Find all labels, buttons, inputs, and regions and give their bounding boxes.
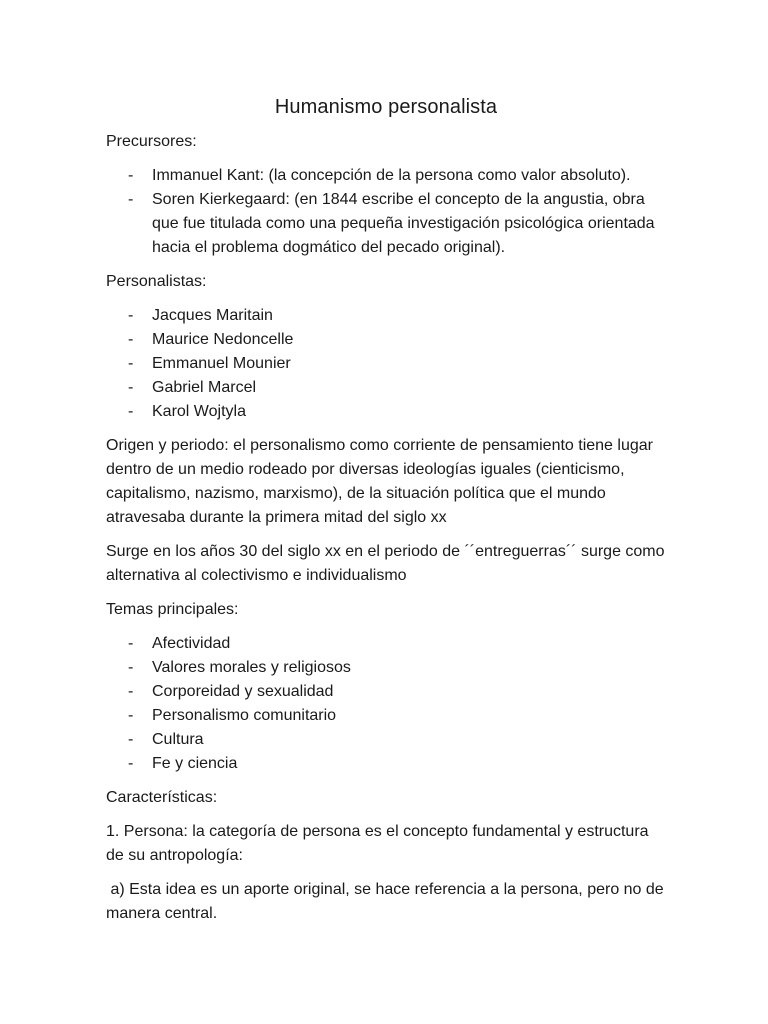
list-dash: - <box>128 379 134 396</box>
list-item <box>106 656 666 680</box>
list-item <box>106 704 666 728</box>
list-item-text: Cultura <box>152 731 204 748</box>
surge-paragraph: Surge en los años 30 del siglo xx en el periodo de ´´entreguerras´´ surge como alternativa al colectivismo e individualismo <box>106 543 665 584</box>
list-dash: - <box>128 403 134 420</box>
list-item <box>106 728 666 752</box>
temas-label: Temas principales: <box>106 601 239 618</box>
list-item <box>106 188 666 260</box>
list-item <box>106 328 666 352</box>
list-dash: - <box>128 635 134 652</box>
caracteristicas-label: Características: <box>106 789 218 806</box>
list-dash: - <box>128 191 134 208</box>
list-item-text: Emmanuel Mounier <box>152 355 291 372</box>
list-dash: - <box>128 307 134 324</box>
temas-list <box>106 632 666 776</box>
list-dash: - <box>128 331 134 348</box>
list-item-text: Jacques Maritain <box>152 307 273 324</box>
list-item-text: Afectividad <box>152 635 231 652</box>
list-dash: - <box>128 659 134 676</box>
list-dash: - <box>128 167 134 184</box>
list-item-text: Fe y ciencia <box>152 755 238 772</box>
list-dash: - <box>128 683 134 700</box>
list-item-text: Personalismo comunitario <box>152 707 337 724</box>
list-item-text: Maurice Nedoncelle <box>152 331 294 348</box>
list-item <box>106 352 666 376</box>
list-item-text: Immanuel Kant: (la concepción de la persona como valor absoluto). <box>152 167 631 184</box>
precursores-list <box>106 164 666 260</box>
list-dash: - <box>128 355 134 372</box>
list-item-text: Gabriel Marcel <box>152 379 257 396</box>
list-item-text: Corporeidad y sexualidad <box>152 683 334 700</box>
document-body <box>106 94 669 936</box>
list-dash: - <box>128 731 134 748</box>
list-item <box>106 400 666 424</box>
precursores-label: Precursores: <box>106 133 197 150</box>
origen-paragraph: Origen y periodo: el personalismo como corriente de pensamiento tiene lugar dentro de un medio rodeado por diversas ideologías iguales (cienticismo, capitalismo, nazismo, marxismo), de la situación política que el mundo atravesaba durante la primera mitad del siglo xx <box>106 437 653 526</box>
personalistas-label: Personalistas: <box>106 273 207 290</box>
list-dash: - <box>128 707 134 724</box>
list-item <box>106 632 666 656</box>
list-item <box>106 680 666 704</box>
list-item <box>106 376 666 400</box>
list-item <box>106 164 666 188</box>
list-item-text: Karol Wojtyla <box>152 403 246 420</box>
idea-paragraph: a) Esta idea es un aporte original, se hace referencia a la persona, pero no de manera central. <box>106 881 669 922</box>
list-item <box>106 304 666 328</box>
list-item <box>106 752 666 776</box>
personalistas-list <box>106 304 666 424</box>
list-dash: - <box>128 755 134 772</box>
list-item-text: Valores morales y religiosos <box>152 659 351 676</box>
list-item-text: Soren Kierkegaard: (en 1844 escribe el concepto de la angustia, obra que fue titulada como una pequeña investigación psicológica orientada hacia el problema dogmático del pecado original). <box>152 191 655 256</box>
persona-paragraph: 1. Persona: la categoría de persona es el concepto fundamental y estructura de su antropología: <box>106 823 649 864</box>
page-title: Humanismo personalista <box>274 96 498 118</box>
